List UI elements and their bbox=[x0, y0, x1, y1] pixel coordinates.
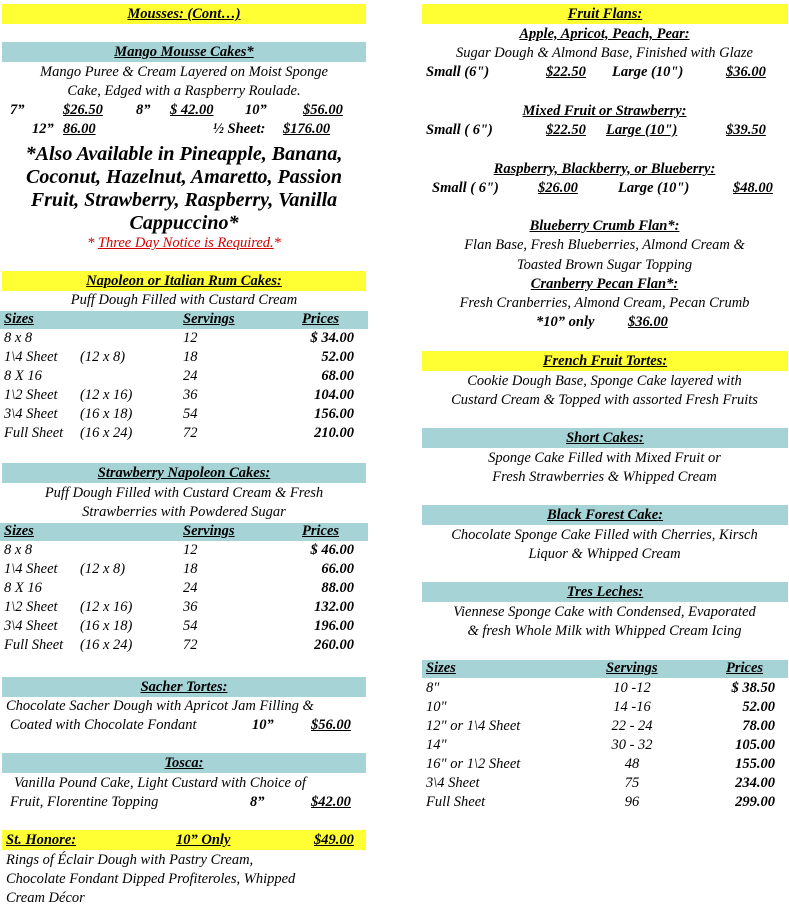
row-servings: 22 - 24 bbox=[611, 718, 653, 734]
row-size: 8 x 8 bbox=[4, 330, 33, 346]
mango-size-8: 8” bbox=[136, 102, 151, 118]
table-row bbox=[0, 541, 368, 560]
short-desc-2: Fresh Strawberries & Whipped Cream bbox=[492, 469, 717, 485]
tosca-size: 8” bbox=[250, 794, 265, 810]
row-servings: 12 bbox=[183, 330, 198, 346]
row-size: 3\4 Sheet bbox=[426, 775, 480, 791]
mango-also-2: Coconut, Hazelnut, Amaretto, Passion bbox=[26, 166, 342, 188]
row-price: 156.00 bbox=[314, 406, 354, 422]
row-price: $ 34.00 bbox=[310, 330, 354, 346]
mixed-large: Large (10") bbox=[606, 122, 678, 138]
french-desc-1: Cookie Dough Base, Sponge Cake layered with bbox=[467, 373, 742, 389]
apple-large-price: $36.00 bbox=[726, 64, 766, 80]
row-size: 8 x 8 bbox=[4, 542, 33, 558]
mixed-small-price: $22.50 bbox=[546, 122, 586, 138]
apple-title: Apple, Apricot, Peach, Pear: bbox=[519, 26, 690, 42]
row-size: 1\2 Sheet bbox=[4, 599, 58, 615]
honore-desc-1: Rings of Éclair Dough with Pastry Cream, bbox=[6, 852, 254, 868]
mango-price-7: $26.50 bbox=[63, 102, 103, 118]
sacher-title: Sacher Tortes: bbox=[2, 677, 366, 697]
berry-title: Raspberry, Blackberry, or Blueberry: bbox=[493, 161, 716, 177]
row-price: $ 46.00 bbox=[310, 542, 354, 558]
row-size: 8 X 16 bbox=[4, 368, 42, 384]
row-price: 78.00 bbox=[742, 718, 775, 734]
col-servings: Servings bbox=[606, 660, 658, 676]
row-price: 196.00 bbox=[314, 618, 354, 634]
col-sizes: Sizes bbox=[4, 311, 34, 327]
napoleon-table-header bbox=[0, 311, 368, 329]
mixed-large-price: $39.50 bbox=[726, 122, 766, 138]
mango-desc-2: Cake, Edged with a Raspberry Roulade. bbox=[67, 83, 301, 99]
mango-price-12: 86.00 bbox=[63, 121, 96, 137]
row-price: 234.00 bbox=[735, 775, 775, 791]
row-price: 155.00 bbox=[735, 756, 775, 772]
row-price: 132.00 bbox=[314, 599, 354, 615]
row-price: 68.00 bbox=[321, 368, 354, 384]
row-size: 12" or 1\4 Sheet bbox=[426, 718, 521, 734]
honore-desc-2: Chocolate Fondant Dipped Profiteroles, Whipped bbox=[6, 871, 296, 887]
row-size: Full Sheet bbox=[4, 425, 64, 441]
row-dims: (12 x 16) bbox=[80, 387, 133, 403]
table-row bbox=[0, 636, 368, 655]
row-servings: 72 bbox=[183, 637, 198, 653]
table-row bbox=[0, 386, 368, 405]
mango-also-4: Cappuccino* bbox=[129, 212, 239, 234]
row-servings: 36 bbox=[183, 387, 198, 403]
table-row bbox=[0, 560, 368, 579]
row-size: 16" or 1\2 Sheet bbox=[426, 756, 521, 772]
row-price: 105.00 bbox=[735, 737, 775, 753]
strawberry-desc-2: Strawberries with Powdered Sugar bbox=[82, 504, 286, 520]
row-size: 1\4 Sheet bbox=[4, 561, 58, 577]
row-servings: 54 bbox=[183, 618, 198, 634]
row-dims: (16 x 18) bbox=[80, 406, 133, 422]
sacher-price: $56.00 bbox=[311, 717, 351, 733]
row-size: 3\4 Sheet bbox=[4, 618, 58, 634]
crumb-desc-2: Toasted Brown Sugar Topping bbox=[516, 257, 693, 273]
table-row bbox=[420, 774, 789, 793]
french-desc-2: Custard Cream & Topped with assorted Fresh Fruits bbox=[451, 392, 758, 408]
col-servings: Servings bbox=[183, 311, 235, 327]
sacher-desc-2: Coated with Chocolate Fondant bbox=[10, 717, 197, 733]
crumb-desc-1: Flan Base, Fresh Blueberries, Almond Cream & bbox=[464, 237, 745, 253]
honore-bar bbox=[2, 830, 366, 850]
apple-small: Small (6") bbox=[426, 64, 490, 80]
short-desc-1: Sponge Cake Filled with Mixed Fruit or bbox=[488, 450, 721, 466]
mango-size-half: ½ Sheet: bbox=[213, 121, 266, 137]
mango-mousse-title: Mango Mousse Cakes* bbox=[2, 42, 366, 62]
table-row bbox=[420, 717, 789, 736]
short-title: Short Cakes: bbox=[422, 428, 788, 448]
apple-small-price: $22.50 bbox=[546, 64, 586, 80]
mango-price-10: $56.00 bbox=[303, 102, 343, 118]
mango-price-half: $176.00 bbox=[283, 121, 331, 137]
strawberry-table-header bbox=[0, 523, 368, 541]
row-price: 299.00 bbox=[735, 794, 775, 810]
strawberry-napoleon-title: Strawberry Napoleon Cakes: bbox=[2, 463, 366, 483]
row-servings: 18 bbox=[183, 349, 198, 365]
honore-title: St. Honore: bbox=[6, 832, 77, 848]
row-size: Full Sheet bbox=[4, 637, 64, 653]
mousses-header: Mousses: (Cont…) bbox=[2, 4, 366, 24]
row-servings: 18 bbox=[183, 561, 198, 577]
table-row bbox=[0, 424, 368, 443]
napoleon-desc: Puff Dough Filled with Custard Cream bbox=[70, 292, 298, 308]
mango-price-8: $ 42.00 bbox=[170, 102, 214, 118]
row-size: Full Sheet bbox=[426, 794, 486, 810]
row-servings: 75 bbox=[624, 775, 640, 791]
cranberry-title: Cranberry Pecan Flan*: bbox=[530, 276, 679, 292]
cranberry-price: $36.00 bbox=[628, 314, 668, 330]
blackforest-desc-1: Chocolate Sponge Cake Filled with Cherries, Kirsch bbox=[451, 527, 758, 543]
row-size: 10" bbox=[426, 699, 447, 715]
berry-small: Small ( 6") bbox=[432, 180, 499, 196]
col-sizes: Sizes bbox=[4, 523, 34, 539]
mango-size-7: 7” bbox=[10, 102, 25, 118]
col-servings: Servings bbox=[183, 523, 235, 539]
row-size: 8" bbox=[426, 680, 440, 696]
row-price: 52.00 bbox=[321, 349, 354, 365]
notice-line bbox=[0, 235, 368, 252]
berry-large: Large (10") bbox=[618, 180, 690, 196]
tres-desc-2: & fresh Whole Milk with Whipped Cream Icing bbox=[467, 623, 742, 639]
strawberry-desc-1: Puff Dough Filled with Custard Cream & Fresh bbox=[44, 485, 324, 501]
row-servings: 54 bbox=[183, 406, 198, 422]
row-servings: 12 bbox=[183, 542, 198, 558]
row-dims: (16 x 18) bbox=[80, 618, 133, 634]
mango-also-3: Fruit, Strawberry, Raspberry, Vanilla bbox=[30, 189, 338, 211]
tres-title: Tres Leches: bbox=[422, 582, 788, 602]
table-row bbox=[420, 793, 789, 812]
table-row bbox=[420, 755, 789, 774]
berry-large-price: $48.00 bbox=[733, 180, 773, 196]
row-dims: (12 x 8) bbox=[80, 349, 126, 365]
sacher-size: 10” bbox=[252, 717, 274, 733]
table-row bbox=[0, 598, 368, 617]
col-prices: Prices bbox=[726, 660, 764, 676]
table-row bbox=[420, 679, 789, 698]
row-dims: (16 x 24) bbox=[80, 637, 133, 653]
row-size: 8 X 16 bbox=[4, 580, 42, 596]
table-row bbox=[0, 367, 368, 386]
row-size: 14" bbox=[426, 737, 447, 753]
tosca-title: Tosca: bbox=[2, 753, 366, 773]
mixed-title: Mixed Fruit or Strawberry: bbox=[522, 103, 687, 119]
col-prices: Prices bbox=[302, 523, 340, 539]
row-dims: (16 x 24) bbox=[80, 425, 133, 441]
tosca-price: $42.00 bbox=[311, 794, 351, 810]
french-title: French Fruit Tortes: bbox=[422, 351, 788, 371]
col-sizes: Sizes bbox=[426, 660, 456, 676]
row-size: 1\2 Sheet bbox=[4, 387, 58, 403]
row-servings: 96 bbox=[624, 794, 640, 810]
row-price: 88.00 bbox=[321, 580, 354, 596]
table-row bbox=[0, 579, 368, 598]
row-servings: 36 bbox=[183, 599, 198, 615]
mango-size-10: 10” bbox=[245, 102, 267, 118]
blackforest-desc-2: Liquor & Whipped Cream bbox=[528, 546, 681, 562]
fruit-flans-header: Fruit Flans: bbox=[422, 4, 788, 24]
mango-desc-1: Mango Puree & Cream Layered on Moist Sponge bbox=[40, 64, 328, 80]
crumb-title: Blueberry Crumb Flan*: bbox=[529, 218, 680, 234]
table-row bbox=[0, 348, 368, 367]
row-price: 210.00 bbox=[314, 425, 354, 441]
table-row bbox=[420, 736, 789, 755]
row-servings: 30 - 32 bbox=[611, 737, 653, 753]
mango-also-1: *Also Available in Pineapple, Banana, bbox=[25, 143, 343, 165]
cake-table-header bbox=[422, 660, 788, 678]
sacher-desc-1: Chocolate Sacher Dough with Apricot Jam Filling & bbox=[6, 698, 314, 714]
row-dims: (12 x 16) bbox=[80, 599, 133, 615]
table-row bbox=[0, 329, 368, 348]
apple-desc: Sugar Dough & Almond Base, Finished with Glaze bbox=[456, 45, 753, 61]
row-servings: 48 bbox=[624, 756, 640, 772]
row-servings: 10 -12 bbox=[613, 680, 651, 696]
row-price: $ 38.50 bbox=[731, 680, 775, 696]
row-servings: 24 bbox=[183, 368, 198, 384]
row-dims: (12 x 8) bbox=[80, 561, 126, 577]
berry-small-price: $26.00 bbox=[538, 180, 578, 196]
apple-large: Large (10") bbox=[612, 64, 684, 80]
honore-only: 10” Only bbox=[176, 832, 231, 848]
row-servings: 14 -16 bbox=[613, 699, 651, 715]
row-size: 1\4 Sheet bbox=[4, 349, 58, 365]
cranberry-desc: Fresh Cranberries, Almond Cream, Pecan Crumb bbox=[459, 295, 750, 311]
table-row bbox=[0, 617, 368, 636]
mixed-small: Small ( 6") bbox=[426, 122, 493, 138]
cranberry-only: *10” only bbox=[536, 314, 595, 330]
row-price: 104.00 bbox=[314, 387, 354, 403]
mango-size-12: 12” bbox=[32, 121, 54, 137]
table-row bbox=[420, 698, 789, 717]
tosca-desc-2: Fruit, Florentine Topping bbox=[10, 794, 159, 810]
three-day-notice: Three Day Notice is Required. bbox=[97, 235, 274, 251]
row-price: 52.00 bbox=[742, 699, 775, 715]
row-servings: 24 bbox=[183, 580, 198, 596]
blackforest-title: Black Forest Cake: bbox=[422, 505, 788, 525]
row-size: 3\4 Sheet bbox=[4, 406, 58, 422]
tosca-desc-1: Vanilla Pound Cake, Light Custard with Choice of bbox=[14, 775, 306, 791]
row-price: 66.00 bbox=[321, 561, 354, 577]
napoleon-title: Napoleon or Italian Rum Cakes: bbox=[2, 271, 366, 291]
honore-price: $49.00 bbox=[314, 832, 354, 848]
col-prices: Prices bbox=[302, 311, 340, 327]
notice-star-1: * bbox=[87, 235, 98, 251]
table-row bbox=[0, 405, 368, 424]
tres-desc-1: Viennese Sponge Cake with Condensed, Evaporated bbox=[453, 604, 756, 620]
honore-desc-3: Cream Décor bbox=[6, 890, 85, 906]
row-servings: 72 bbox=[183, 425, 198, 441]
notice-star-2: * bbox=[273, 235, 281, 251]
row-price: 260.00 bbox=[314, 637, 354, 653]
